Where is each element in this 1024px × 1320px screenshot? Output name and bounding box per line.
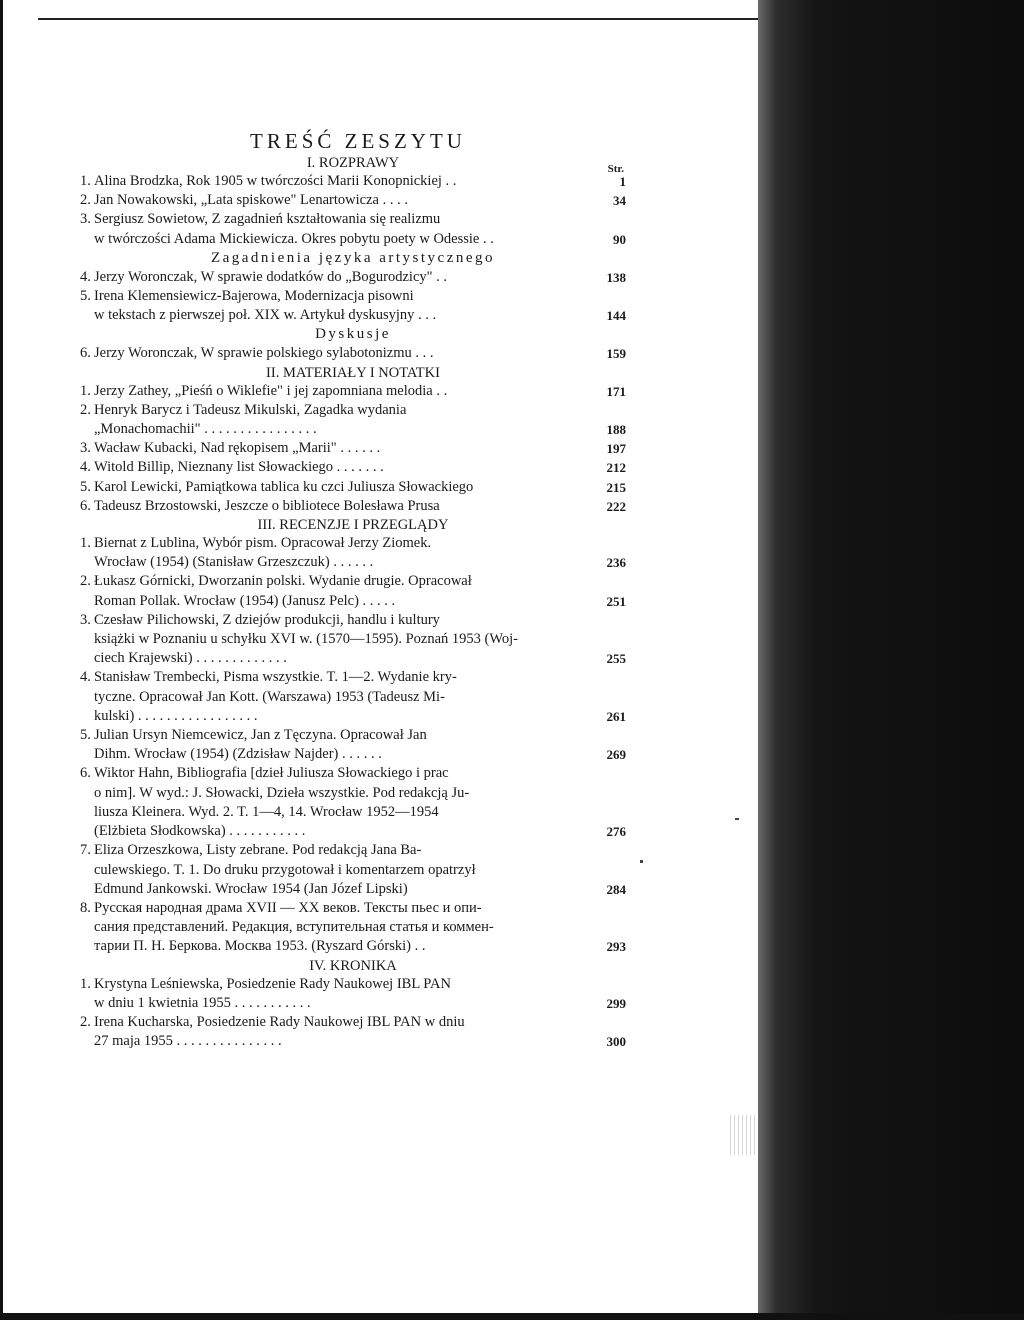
entry-line: tyczne. Opracował Jan Kott. (Warszawa) 1953 (Tadeusz Mi- <box>94 688 445 705</box>
entry-number: 7. <box>80 842 91 859</box>
toc-entry <box>80 458 626 477</box>
entry-line: Wrocław (1954) (Stanisław Grzeszczuk) . . . . . . <box>94 554 374 571</box>
section-heading: III. RECENZJE I PRZEGLĄDY <box>257 517 449 534</box>
entry-line: Jerzy Woronczak, W sprawie dodatków do „Bogurodzicy" . . <box>94 268 448 285</box>
entry-page-number: 212 <box>606 460 626 476</box>
entry-page-number: 197 <box>606 441 626 457</box>
entry-number: 1. <box>80 535 91 552</box>
section-heading: II. MATERIAŁY I NOTATKI <box>266 364 440 381</box>
entry-line: Witold Billip, Nieznany list Słowackiego . . . . . . . <box>94 459 384 476</box>
entry-text <box>94 497 586 516</box>
toc-entry <box>80 572 626 610</box>
toc-entry <box>80 344 626 363</box>
entry-text <box>94 611 586 669</box>
entry-page-number: 159 <box>606 346 626 362</box>
entry-number: 4. <box>80 459 91 476</box>
entry-number: 1. <box>80 382 91 399</box>
entry-text <box>94 1013 586 1051</box>
entry-line: Alina Brodzka, Rok 1905 w twórczości Marii Konopnickiej . . <box>94 173 457 189</box>
entry-line: Jerzy Zathey, „Pieśń o Wiklefie" i jej zapomniana melodia . . <box>94 382 448 399</box>
entry-text <box>94 287 586 325</box>
entry-line: książki w Poznaniu u schyłku XVI w. (1570—1595). Poznań 1953 (Woj- <box>94 631 518 648</box>
entry-line: 27 maja 1955 . . . . . . . . . . . . . . . <box>94 1033 282 1050</box>
entry-line: culewskiego. T. 1. Do druku przygotował i komentarzem opatrzył <box>94 861 476 878</box>
entry-line: Krystyna Leśniewska, Posiedzenie Rady Naukowej IBL PAN <box>94 975 451 992</box>
entry-text <box>94 382 586 401</box>
entry-text <box>94 899 586 957</box>
entry-line: „Monachomachii" . . . . . . . . . . . . . . . . <box>94 421 317 438</box>
entry-page-number: 261 <box>606 708 626 724</box>
entry-line: тарии П. Н. Беркова. Москва 1953. (Ryszard Górski) . . <box>94 938 426 955</box>
entry-number: 8. <box>80 899 91 916</box>
entry-line: Łukasz Górnicki, Dworzanin polski. Wydanie drugie. Opracował <box>94 573 472 590</box>
entry-line: Dihm. Wrocław (1954) (Zdzisław Najder) . . . . . . <box>94 746 382 763</box>
section-heading: IV. KRONIKA <box>309 957 397 974</box>
entry-line: Wiktor Hahn, Bibliografia [dzieł Juliusza Słowackiego i prac <box>94 765 449 782</box>
toc-entry <box>80 268 626 287</box>
toc-entry <box>80 611 626 669</box>
entry-number: 5. <box>80 478 91 495</box>
scan-dark-margin <box>758 0 1024 1320</box>
toc-entry <box>80 191 626 210</box>
entry-text <box>94 439 586 458</box>
entry-number: 1. <box>80 173 91 189</box>
entry-line: o nim]. W wyd.: J. Słowacki, Dzieła wszystkie. Pod redakcją Ju- <box>94 784 470 801</box>
entry-line: w tekstach z pierwszej poł. XIX w. Artykuł dyskusyjny . . . <box>94 307 437 324</box>
scan-speck <box>640 860 643 863</box>
entry-line: Roman Pollak. Wrocław (1954) (Janusz Pelc) . . . . . <box>94 592 396 609</box>
entry-text <box>94 172 586 191</box>
entry-page-number: 255 <box>606 651 626 667</box>
entry-number: 4. <box>80 669 91 686</box>
entry-line: Eliza Orzeszkowa, Listy zebrane. Pod redakcją Jana Ba- <box>94 842 422 859</box>
entry-line: Jerzy Woronczak, W sprawie polskiego sylabotonizmu . . . <box>94 345 434 362</box>
entry-text <box>94 401 586 439</box>
entry-page-number: 188 <box>606 422 626 438</box>
scan-artifact <box>730 1115 756 1155</box>
toc-entry <box>80 764 626 841</box>
section-heading: I. ROZPRAWY Str. <box>80 154 626 172</box>
entry-text <box>94 191 586 210</box>
entry-number: 3. <box>80 440 91 457</box>
entry-text <box>94 764 586 841</box>
entry-line: ciech Krajewski) . . . . . . . . . . . . . <box>94 650 287 667</box>
entry-page-number: 299 <box>606 995 626 1011</box>
toc-entry <box>80 287 626 325</box>
entry-line: Stanisław Trembecki, Pisma wszystkie. T. 1—2. Wydanie kry- <box>94 669 457 686</box>
entry-number: 2. <box>80 573 91 590</box>
scan-bottom-edge <box>0 1313 1024 1320</box>
entry-number: 2. <box>80 192 91 209</box>
toc-entry <box>80 172 626 191</box>
toc-sections <box>80 154 626 1051</box>
toc-entry <box>80 401 626 439</box>
entry-page-number: 269 <box>606 747 626 763</box>
entry-line: Julian Ursyn Niemcewicz, Jan z Tęczyna. Opracował Jan <box>94 727 427 744</box>
entry-text <box>94 268 586 287</box>
entry-page-number: 138 <box>606 269 626 285</box>
entry-line: w twórczości Adama Mickiewicza. Okres pobytu poety w Odessie . . <box>94 230 494 247</box>
top-rule <box>38 18 760 20</box>
entry-text <box>94 344 586 363</box>
entry-line: w dniu 1 kwietnia 1955 . . . . . . . . . . . <box>94 994 311 1011</box>
entry-line: Henryk Barycz i Tadeusz Mikulski, Zagadka wydania <box>94 401 407 418</box>
entry-line: kulski) . . . . . . . . . . . . . . . . . <box>94 707 258 724</box>
entry-number: 3. <box>80 211 91 228</box>
entry-number: 3. <box>80 611 91 628</box>
entry-line: Tadeusz Brzostowski, Jeszcze o bibliotece Bolesława Prusa <box>94 497 440 514</box>
entry-page-number: 251 <box>606 593 626 609</box>
toc-entry <box>80 210 626 248</box>
scan-speck <box>735 818 739 820</box>
entry-line: Czesław Pilichowski, Z dziejów produkcji, handlu i kultury <box>94 611 440 628</box>
entry-text <box>94 668 586 726</box>
toc-entry <box>80 382 626 401</box>
subsection-heading: Dyskusje <box>315 326 391 343</box>
entry-line: Edmund Jankowski. Wrocław 1954 (Jan Józef Lipski) <box>94 880 408 897</box>
entry-page-number: 293 <box>606 939 626 955</box>
entry-page-number: 276 <box>606 824 626 840</box>
entry-page-number: 144 <box>606 308 626 324</box>
entry-number: 6. <box>80 497 91 514</box>
entry-line: Karol Lewicki, Pamiątkowa tablica ku czci Juliusza Słowackiego <box>94 478 474 495</box>
entry-page-number: 215 <box>606 479 626 495</box>
entry-page-number: 1 <box>619 174 626 189</box>
entry-page-number: 300 <box>606 1034 626 1050</box>
entry-line: Jan Nowakowski, „Lata spiskowe" Lenartowicza . . . . <box>94 192 408 209</box>
entry-number: 4. <box>80 268 91 285</box>
subsection-heading: Zagadnienia języka artystycznego <box>210 249 496 266</box>
entry-line: сания представлений. Редакция, вступительная статья и коммен- <box>94 919 494 936</box>
toc-entry <box>80 841 626 899</box>
entry-text <box>94 478 586 497</box>
entry-page-number: 236 <box>606 555 626 571</box>
scan-left-edge <box>0 0 3 1320</box>
toc-entry <box>80 439 626 458</box>
entry-text <box>94 975 586 1013</box>
entry-line: (Elżbieta Słodkowska) . . . . . . . . . . . <box>94 823 306 840</box>
entry-line: Sergiusz Sowietow, Z zagadnień kształtowania się realizmu <box>94 211 441 228</box>
entry-page-number: 222 <box>606 498 626 514</box>
toc-entry <box>80 478 626 497</box>
toc-entry <box>80 899 626 957</box>
toc-entry <box>80 668 626 726</box>
toc-entry <box>80 975 626 1013</box>
entry-line: Wacław Kubacki, Nad rękopisem „Marii" . . . . . . <box>94 440 381 457</box>
entry-page-number: 90 <box>613 231 626 247</box>
entry-number: 5. <box>80 288 91 305</box>
entry-number: 2. <box>80 1013 91 1030</box>
entry-number: 6. <box>80 765 91 782</box>
entry-line: Biernat z Lublina, Wybór pism. Opracował Jerzy Ziomek. <box>94 535 432 552</box>
entry-text <box>94 726 586 764</box>
entry-page-number: 171 <box>606 383 626 399</box>
entry-text <box>94 572 586 610</box>
toc-entry <box>80 1013 626 1051</box>
toc-entry <box>80 534 626 572</box>
entry-page-number: 34 <box>613 193 626 209</box>
entry-line: Irena Klemensiewicz-Bajerowa, Modernizacja pisowni <box>94 288 414 305</box>
entry-number: 1. <box>80 975 91 992</box>
entry-text <box>94 458 586 477</box>
page-title: TREŚĆ ZESZYTU <box>250 129 466 153</box>
toc-entry <box>80 497 626 516</box>
entry-number: 6. <box>80 345 91 362</box>
toc-entry <box>80 726 626 764</box>
entry-number: 2. <box>80 401 91 418</box>
entry-line: Русская народная драма XVII — XX веков. Тексты пьес и опи- <box>94 899 482 916</box>
entry-text <box>94 534 586 572</box>
entry-page-number: 284 <box>606 881 626 897</box>
entry-text <box>94 210 586 248</box>
table-of-contents <box>80 128 626 1051</box>
entry-text <box>94 841 586 899</box>
entry-line: liusza Kleinera. Wyd. 2. T. 1—4, 14. Wrocław 1952—1954 <box>94 803 439 820</box>
page-column-label: Str. <box>607 163 624 175</box>
entry-line: Irena Kucharska, Posiedzenie Rady Naukowej IBL PAN w dniu <box>94 1013 465 1030</box>
entry-number: 5. <box>80 727 91 744</box>
